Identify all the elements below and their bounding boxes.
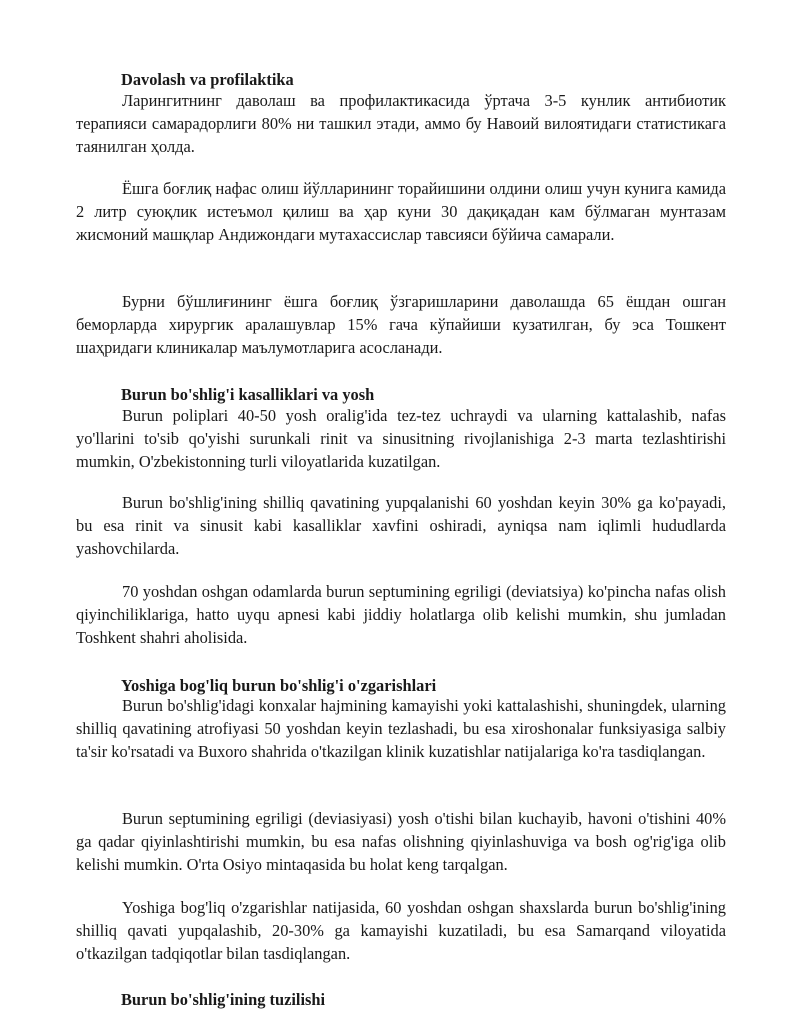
paragraph: Ларингитнинг даволаш ва профилактикасида ўртача 3-5 кунлик антибиотик терапияси самарадорлиги 80% ни ташкил этади, аммо бу Навоий вилоятидаги статистикага таянилган ҳолда.: [76, 91, 726, 157]
section-heading: Burun bo'shlig'i kasalliklari va yosh: [121, 385, 375, 404]
paragraph: Бурни бўшлиғининг ёшга боғлиқ ўзгаришларини даволашда 65 ёшдан ошган беморларда хирургик аралашувлар 15% гача кўпайиши кузатилган, бу эса Тошкент шаҳридаги клиникалар маълумотларига асосланади.: [76, 292, 726, 358]
paragraph: Burun bo'shlig'ining shilliq qavatining yupqalanishi 60 yoshdan keyin 30% ga ko'payadi, bu esa rinit va sinusit kabi kasalliklar xavfini oshiradi, ayniqsa nam iqlimli hududlarda yashovchilarda.: [76, 493, 726, 559]
paragraph: Ёшга боғлиқ нафас олиш йўлларининг торайишини олдини олиш учун кунига камида 2 литр суюқлик истеъмол қилиш ва ҳар куни 30 дақиқадан кам бўлмаган мунтазам жисмоний машқлар Андижондаги мутахассислар тавсияси бўйича самарали.: [76, 179, 726, 245]
paragraph: Burun bo'shlig'idagi konxalar hajmining kamayishi yoki kattalashishi, shuningdek, ularning shilliq qavatining atrofiyasi 50 yoshdan keyin tezlashadi, bu esa xiroshonalar funksiyasiga salbiy ta'sir ko'rsatadi va Buxoro shahrida o'tkazilgan klinik kuzatishlar natijalariga ko'ra tasdiqlangan.: [76, 696, 726, 762]
paragraph: Yoshiga bog'liq o'zgarishlar natijasida, 60 yoshdan oshgan shaxslarda burun bo'shlig'ining shilliq qavati yupqalashib, 20-30% ga kamayishi kuzatiladi, bu esa Samarqand viloyatida o'tkazilgan tadqiqotlar bilan tasdiqlangan.: [76, 898, 726, 964]
paragraph: Burun poliplari 40-50 yosh oralig'ida tez-tez uchraydi va ularning kattalashib, nafas yo'llarini to'sib qo'yishi surunkali rinit va sinusitning rivojlanishiga 2-3 marta tezlashtirishi mumkin, O'zbekistonning turli viloyatlarida kuzatilgan.: [76, 406, 726, 472]
section-heading: Burun bo'shlig'ining tuzilishi: [121, 990, 326, 1009]
section-heading: Davolash va profilaktika: [121, 70, 294, 89]
paragraph: Burun septumining egriligi (deviasiyasi) yosh o'tishi bilan kuchayib, havoni o'tishini 40% ga qadar qiyinlashtirishi mumkin, bu esa nafas olishning qiyinlashuviga va bosh og'rig'iga olib kelishi mumkin. O'rta Osiyo mintaqasida bu holat keng tarqalgan.: [76, 809, 726, 875]
paragraph: 70 yoshdan oshgan odamlarda burun septumining egriligi (deviatsiya) ko'pincha nafas olish qiyinchiliklariga, hatto uyqu apnesi kabi jiddiy holatlarga olib kelishi mumkin, shu jumladan Toshkent shahri aholisida.: [76, 582, 726, 648]
section-heading: Yoshiga bog'liq burun bo'shlig'i o'zgarishlari: [121, 676, 437, 695]
